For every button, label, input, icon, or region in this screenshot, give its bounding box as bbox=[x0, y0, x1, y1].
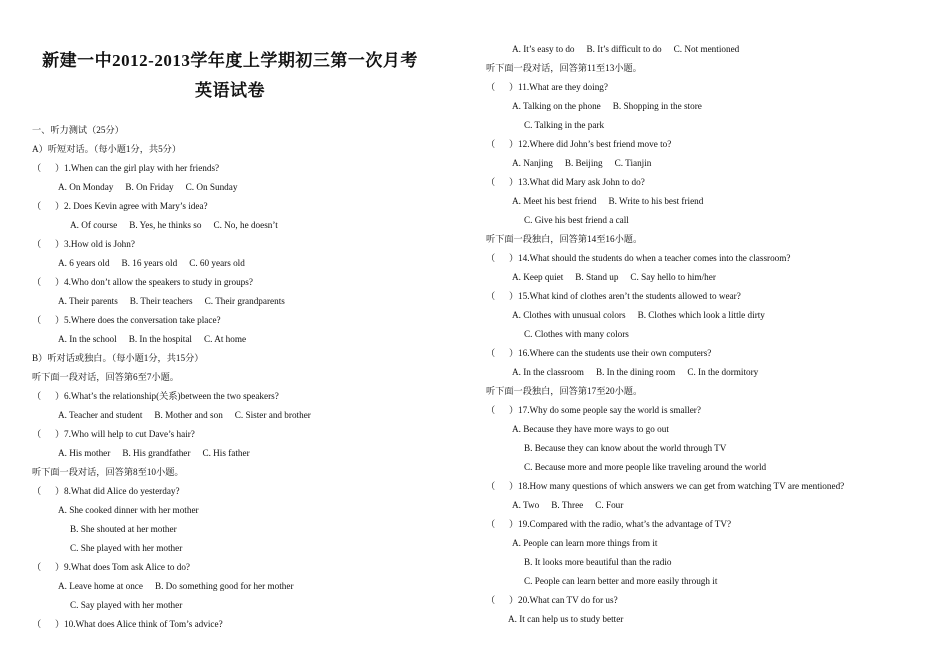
text-line-q17a: A. Because they have more ways to go out bbox=[512, 424, 669, 434]
question-text: 9.What does Tom ask Alice to do? bbox=[64, 562, 190, 572]
answer-blank[interactable]: （ ） bbox=[486, 481, 519, 491]
question-text: 14.What should the students do when a teacher comes into the classroom? bbox=[518, 253, 791, 263]
options-q14o bbox=[486, 271, 728, 283]
question-q18 bbox=[486, 480, 844, 492]
option: B. 16 years old bbox=[121, 258, 178, 268]
options-q6o bbox=[32, 409, 323, 421]
answer-blank[interactable]: （ ） bbox=[32, 201, 65, 211]
question-text: 6.What’s the relationship(关系)between the two speakers? bbox=[64, 391, 279, 401]
option: A. Leave home at once bbox=[58, 581, 143, 591]
options-q16o bbox=[486, 366, 770, 378]
option: B. Three bbox=[551, 500, 584, 510]
options-q4o bbox=[32, 295, 297, 307]
question-q6 bbox=[32, 390, 279, 402]
option: B. Mother and son bbox=[154, 410, 223, 420]
option: C. 60 years old bbox=[189, 258, 245, 268]
question-text: 8.What did Alice do yesterday? bbox=[64, 486, 180, 496]
text-line-q15c: C. Clothes with many colors bbox=[524, 329, 629, 339]
question-q14 bbox=[486, 252, 791, 264]
text-line-h1113: 听下面一段对话，回答第11至13小题。 bbox=[486, 63, 642, 73]
option: A. In the classroom bbox=[512, 367, 584, 377]
options-q2o bbox=[32, 219, 290, 231]
option: C. Their grandparents bbox=[204, 296, 285, 306]
question-q1 bbox=[32, 162, 219, 174]
question-q3 bbox=[32, 238, 135, 250]
text-line-q9c: C. Say played with her mother bbox=[70, 600, 183, 610]
option: C. On Sunday bbox=[185, 182, 238, 192]
options-q9o bbox=[32, 580, 306, 592]
option: B. In the dining room bbox=[595, 367, 676, 377]
answer-blank[interactable]: （ ） bbox=[486, 348, 519, 358]
question-text: 10.What does Alice think of Tom’s advice? bbox=[64, 619, 223, 629]
options-q13o bbox=[486, 195, 715, 207]
answer-blank[interactable]: （ ） bbox=[32, 562, 65, 572]
question-q7 bbox=[32, 428, 195, 440]
option: A. Meet his best friend bbox=[512, 196, 597, 206]
question-q16 bbox=[486, 347, 711, 359]
option: C. Sister and brother bbox=[234, 410, 311, 420]
options-q15o bbox=[486, 309, 777, 321]
option: B. Stand up bbox=[575, 272, 619, 282]
options-q11o bbox=[486, 100, 714, 112]
text-line-q13c: C. Give his best friend a call bbox=[524, 215, 629, 225]
text-line-h1720: 听下面一段独白，回答第17至20小题。 bbox=[486, 386, 643, 396]
option: B. Shopping in the store bbox=[612, 101, 702, 111]
question-text: 7.Who will help to cut Dave’s hair? bbox=[64, 429, 195, 439]
options-q12o bbox=[486, 157, 663, 169]
option: B. Write to his best friend bbox=[608, 196, 704, 206]
question-q19 bbox=[486, 518, 731, 530]
text-line-q17b: B. Because they can know about the world through TV bbox=[524, 443, 727, 453]
question-q13 bbox=[486, 176, 645, 188]
option: B. Clothes which look a little dirty bbox=[637, 310, 765, 320]
answer-blank[interactable]: （ ） bbox=[486, 253, 519, 263]
option: A. Of course bbox=[70, 220, 118, 230]
option: C. No, he doesn’t bbox=[213, 220, 278, 230]
text-line-q11c: C. Talking in the park bbox=[524, 120, 605, 130]
question-text: 16.Where can the students use their own computers? bbox=[518, 348, 712, 358]
text-line-secB: B）听对话或独白。（每小题1分，共15分） bbox=[32, 353, 204, 363]
answer-blank[interactable]: （ ） bbox=[32, 429, 65, 439]
question-text: 19.Compared with the radio, what’s the advantage of TV? bbox=[518, 519, 732, 529]
option: A. Their parents bbox=[58, 296, 118, 306]
answer-blank[interactable]: （ ） bbox=[486, 177, 519, 187]
question-q9 bbox=[32, 561, 190, 573]
option: A. Nanjing bbox=[512, 158, 553, 168]
option: A. Keep quiet bbox=[512, 272, 564, 282]
option: C. Tianjin bbox=[614, 158, 652, 168]
option: B. Yes, he thinks so bbox=[129, 220, 202, 230]
options-q7o bbox=[32, 447, 262, 459]
question-text: 15.What kind of clothes aren’t the students allowed to wear? bbox=[518, 291, 741, 301]
option: B. On Friday bbox=[125, 182, 174, 192]
answer-blank[interactable]: （ ） bbox=[32, 277, 65, 287]
question-q20 bbox=[486, 594, 618, 606]
text-line-h67: 听下面一段对话，回答第6至7小题。 bbox=[32, 372, 179, 382]
option: A. In the school bbox=[58, 334, 117, 344]
option: A. Two bbox=[512, 500, 540, 510]
question-text: 20.What can TV do for us? bbox=[518, 595, 618, 605]
option: B. Do something good for her mother bbox=[154, 581, 294, 591]
option: B. His grandfather bbox=[122, 448, 191, 458]
text-line-sec1: 一、听力测试（25分） bbox=[32, 125, 124, 135]
text-line-q19b: B. It looks more beautiful than the radio bbox=[524, 557, 672, 567]
text-line-q8b: B. She shouted at her mother bbox=[70, 524, 177, 534]
option: C. Not mentioned bbox=[673, 44, 740, 54]
question-text: 2. Does Kevin agree with Mary’s idea? bbox=[64, 201, 208, 211]
option: A. 6 years old bbox=[58, 258, 110, 268]
options-q5o bbox=[32, 333, 258, 345]
question-text: 12.Where did John’s best friend move to? bbox=[518, 139, 672, 149]
options-q10o bbox=[486, 43, 751, 55]
text-line-q19c: C. People can learn better and more easily through it bbox=[524, 576, 718, 586]
answer-blank[interactable]: （ ） bbox=[32, 619, 65, 629]
question-q17 bbox=[486, 404, 701, 416]
answer-blank[interactable]: （ ） bbox=[486, 139, 519, 149]
question-text: 3.How old is John? bbox=[64, 239, 135, 249]
question-q8 bbox=[32, 485, 180, 497]
answer-blank[interactable]: （ ） bbox=[32, 163, 65, 173]
text-line-secA: A）听短对话。（每小题1分，共5分） bbox=[32, 144, 182, 154]
option: A. His mother bbox=[58, 448, 111, 458]
option: C. Say hello to him/her bbox=[630, 272, 716, 282]
question-text: 18.How many questions of which answers we can get from watching TV are mentioned? bbox=[518, 481, 845, 491]
question-q10 bbox=[32, 618, 223, 630]
option: B. Their teachers bbox=[129, 296, 193, 306]
option: A. Clothes with unusual colors bbox=[512, 310, 626, 320]
options-q3o bbox=[32, 257, 257, 269]
question-q5 bbox=[32, 314, 221, 326]
answer-blank[interactable]: （ ） bbox=[486, 291, 519, 301]
option: C. In the dormitory bbox=[687, 367, 759, 377]
option: A. It’s easy to do bbox=[512, 44, 575, 54]
question-text: 5.Where does the conversation take place? bbox=[64, 315, 221, 325]
option: C. His father bbox=[202, 448, 250, 458]
question-text: 13.What did Mary ask John to do? bbox=[518, 177, 645, 187]
answer-blank[interactable]: （ ） bbox=[486, 519, 519, 529]
answer-blank[interactable]: （ ） bbox=[486, 405, 519, 415]
page-subtitle: 英语试卷 bbox=[195, 81, 265, 100]
option: A. Talking on the phone bbox=[512, 101, 601, 111]
options-q18o bbox=[486, 499, 635, 511]
question-text: 11.What are they doing? bbox=[518, 82, 608, 92]
text-line-h810: 听下面一段对话，回答第8至10小题。 bbox=[32, 467, 184, 477]
answer-blank[interactable]: （ ） bbox=[32, 239, 65, 249]
answer-blank[interactable]: （ ） bbox=[32, 486, 65, 496]
option: C. At home bbox=[203, 334, 247, 344]
answer-blank[interactable]: （ ） bbox=[486, 595, 519, 605]
question-q12 bbox=[486, 138, 671, 150]
question-text: 4.Who don’t allow the speakers to study in groups? bbox=[64, 277, 253, 287]
option: B. Beijing bbox=[564, 158, 603, 168]
question-text: 17.Why do some people say the world is smaller? bbox=[518, 405, 701, 415]
text-line-q19a: A. People can learn more things from it bbox=[512, 538, 658, 548]
answer-blank[interactable]: （ ） bbox=[32, 391, 65, 401]
option: A. On Monday bbox=[58, 182, 114, 192]
text-line-q17c: C. Because more and more people like traveling around the world bbox=[524, 462, 767, 472]
answer-blank[interactable]: （ ） bbox=[486, 82, 519, 92]
page-title: 新建一中2012-2013学年度上学期初三第一次月考 bbox=[42, 51, 418, 70]
answer-blank[interactable]: （ ） bbox=[32, 315, 65, 325]
option: B. In the hospital bbox=[128, 334, 192, 344]
options-q1o bbox=[32, 181, 249, 193]
text-line-q8a: A. She cooked dinner with her mother bbox=[58, 505, 199, 515]
option: B. It’s difficult to do bbox=[586, 44, 662, 54]
text-line-h1416: 听下面一段独白，回答第14至16小题。 bbox=[486, 234, 643, 244]
question-q4 bbox=[32, 276, 253, 288]
option: A. Teacher and student bbox=[58, 410, 143, 420]
option: C. Four bbox=[595, 500, 624, 510]
question-q11 bbox=[486, 81, 608, 93]
question-q15 bbox=[486, 290, 741, 302]
question-text: 1.When can the girl play with her friends? bbox=[64, 163, 220, 173]
text-line-q20a: A. It can help us to study better bbox=[508, 614, 624, 624]
question-q2 bbox=[32, 200, 208, 212]
text-line-q8c: C. She played with her mother bbox=[70, 543, 183, 553]
